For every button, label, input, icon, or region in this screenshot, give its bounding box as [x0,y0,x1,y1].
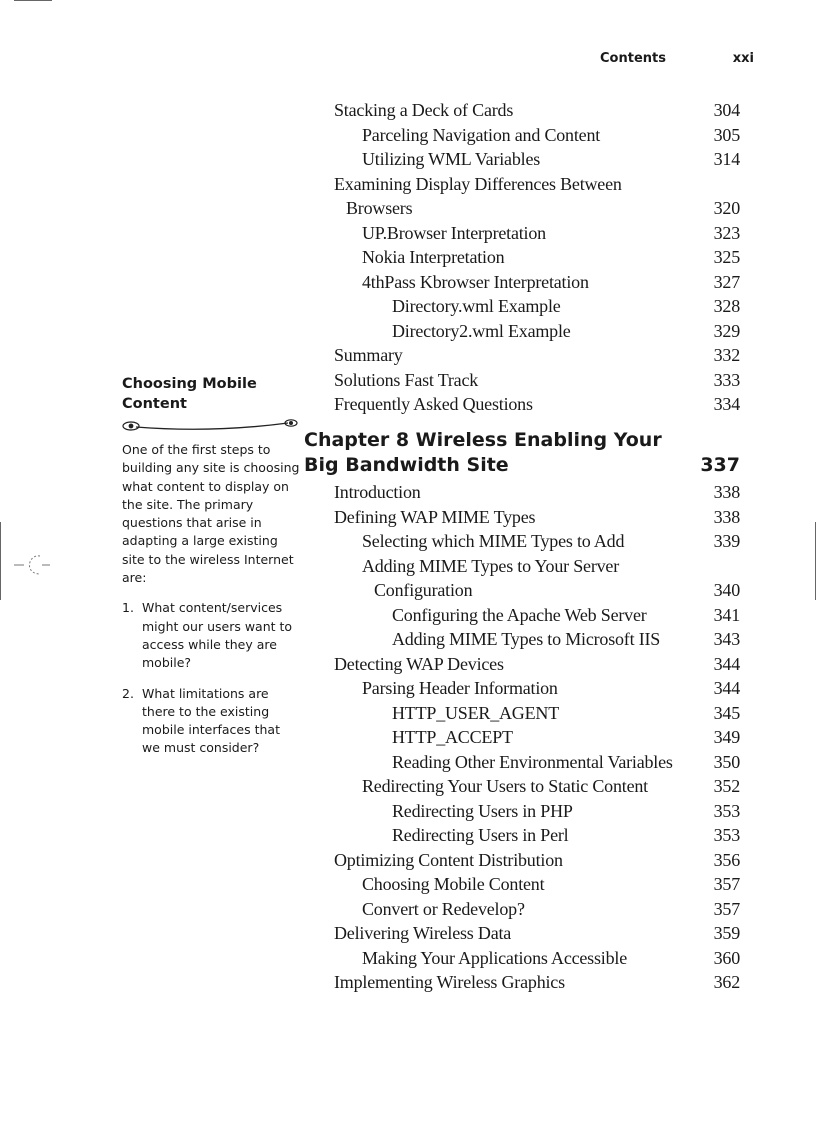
toc-entry [334,147,740,172]
toc-entry-title: Optimizing Content Distribution [334,849,563,870]
toc-entry [334,970,740,995]
toc-entry-title: Directory2.wml Example [392,320,571,341]
toc-entry-title: Convert or Redevelop? [362,898,525,919]
toc-entry-page: 357 [713,898,740,919]
toc-entry [334,725,740,750]
toc-entry-title: Detecting WAP Devices [334,653,504,674]
toc-entry [334,774,740,799]
toc-entry [334,676,740,701]
toc-entry-title: Redirecting Users in PHP [392,800,573,821]
toc-entry-title: Reading Other Environmental Variables [392,751,673,772]
toc-entry-title: Choosing Mobile Content [362,874,545,894]
toc-entry-page: 341 [713,604,740,625]
toc-entry-title: Browsers [346,198,413,218]
toc-entry [334,123,740,148]
toc-entry-page: 352 [713,776,740,796]
toc-entry [334,848,740,873]
toc-entry [334,578,740,603]
toc-entry-title: Redirecting Your Users to Static Content [362,776,648,796]
toc-entry-page: 353 [713,800,740,821]
toc-entry-page: 362 [713,972,740,992]
toc-entry [334,480,740,505]
toc-entry [334,823,740,848]
toc-entry-title: Making Your Applications Accessible [362,947,627,968]
toc-entry-page: 344 [713,678,740,698]
toc-entry-title: Adding MIME Types to Your Server [362,555,620,576]
toc-entry [334,270,740,295]
toc-entry-page: 305 [713,124,740,145]
toc-entry [334,294,740,319]
sidebar-question-item [122,685,300,758]
toc-entry-page: 345 [713,702,740,723]
toc-entry-page: 338 [713,482,740,502]
chapter-page-number: 337 [700,454,740,476]
toc-entry-page: 304 [713,100,740,120]
toc-entry [334,245,740,270]
running-head-section: Contents [600,51,666,66]
toc-entry [334,652,740,677]
toc-entry-title: HTTP_USER_AGENT [392,702,559,723]
toc-entry-title: Examining Display Differences Between [334,173,622,194]
sidebar-note [122,374,300,770]
toc-entry-page: 360 [713,947,740,968]
toc-entry-page: 353 [713,825,740,845]
sidebar-question-item [122,599,300,672]
toc-entry [334,554,740,579]
crop-mark-top-left [14,0,52,1]
toc-entry-title: Nokia Interpretation [362,247,505,267]
toc-entry-title: Selecting which MIME Types to Add [362,531,625,551]
toc-entry-title: 4thPass Kbrowser Interpretation [362,271,589,292]
toc-entry-page: 325 [713,247,740,267]
toc-entry-page: 350 [713,751,740,772]
toc-entry [334,392,740,417]
toc-entry-page: 314 [713,149,740,169]
sidebar-question-number: 2. [122,685,134,701]
toc-entry-title: Parsing Header Information [362,678,558,698]
registration-mark-icon [14,552,50,578]
toc-entry-page: 339 [713,531,740,551]
toc-entry-title: Summary [334,345,403,365]
sidebar-question-number: 1. [122,600,134,616]
toc-entry [334,921,740,946]
toc-entry-page: 327 [713,271,740,292]
toc-entry [334,799,740,824]
toc-list-chapter-7 [334,98,740,417]
sidebar-title-line2: Content [122,396,187,412]
toc-entry [334,196,740,221]
toc-entry-title: Solutions Fast Track [334,369,479,390]
toc-entry-title: Directory.wml Example [392,296,561,316]
toc-entry-title: Stacking a Deck of Cards [334,100,514,120]
toc-entry-title: Frequently Asked Questions [334,394,533,414]
toc-entry-page: 344 [713,653,740,674]
running-head-page-number: xxi [732,51,754,66]
toc-entry-page: 328 [713,296,740,316]
toc-entry-title: Parceling Navigation and Content [362,124,601,145]
toc-entry [334,172,740,197]
toc-entry [334,368,740,393]
toc-entry-page: 343 [713,629,740,649]
toc-entry-page: 349 [713,727,740,747]
toc-entry-title: Introduction [334,482,421,502]
toc-entry [334,946,740,971]
toc-entry-page: 359 [713,923,740,943]
eye-rule-icon [122,419,300,433]
toc-entry-page: 332 [713,345,740,365]
toc-entry [334,897,740,922]
toc-entry-page: 333 [713,369,740,390]
sidebar-question-text: What limitations are there to the existing mobile interfaces that we must consider? [142,685,280,756]
toc-entry-page: 338 [713,506,740,527]
toc-entry [334,529,740,554]
sidebar-question-text: What content/services might our users want to access while they are mobile? [142,600,293,671]
toc-entry-title: Delivering Wireless Data [334,923,512,943]
toc-entry-page: 357 [713,874,740,894]
toc-entry-page: 323 [713,222,740,243]
sidebar-title-line1: Choosing Mobile [122,376,257,392]
toc-entry [334,750,740,775]
toc-entry [334,627,740,652]
running-head [600,51,754,66]
toc-entry-title: Defining WAP MIME Types [334,506,536,527]
toc-entry-title: Utilizing WML Variables [362,149,541,169]
toc-entry-title: Configuring the Apache Web Server [392,604,647,625]
toc-entry [334,701,740,726]
sidebar-question-list [122,599,300,757]
chapter-heading [304,428,740,478]
toc-entry-title: UP.Browser Interpretation [362,222,546,243]
toc-list-chapter-8 [334,480,740,995]
toc-entry-page: 334 [713,394,740,414]
toc-entry-title: HTTP_ACCEPT [392,727,513,747]
toc-entry [334,221,740,246]
toc-entry-page: 340 [713,580,740,600]
toc-entry-title: Redirecting Users in Perl [392,825,569,845]
sidebar-intro: One of the first steps to building any site is choosing what content to display on the site. The primary questions that arise in adapting a large existing site to the wireless Internet are: [122,442,300,586]
toc-entry-page: 320 [713,198,740,218]
toc-entry-title: Adding MIME Types to Microsoft IIS [392,629,661,649]
toc-entry [334,505,740,530]
toc-entry-title: Implementing Wireless Graphics [334,972,565,992]
chapter-heading-line2: Big Bandwidth Site [304,454,509,476]
toc-entry [334,98,740,123]
chapter-heading-line1: Chapter 8 Wireless Enabling Your [304,429,662,451]
toc-entry [334,872,740,897]
toc-entry-title: Configuration [374,580,473,600]
toc-entry [334,343,740,368]
toc-entry [334,603,740,628]
sidebar-title [122,374,300,414]
toc-entry-page: 329 [713,320,740,341]
toc-entry [334,319,740,344]
toc-entry-page: 356 [713,849,740,870]
crop-mark-left [0,522,1,600]
